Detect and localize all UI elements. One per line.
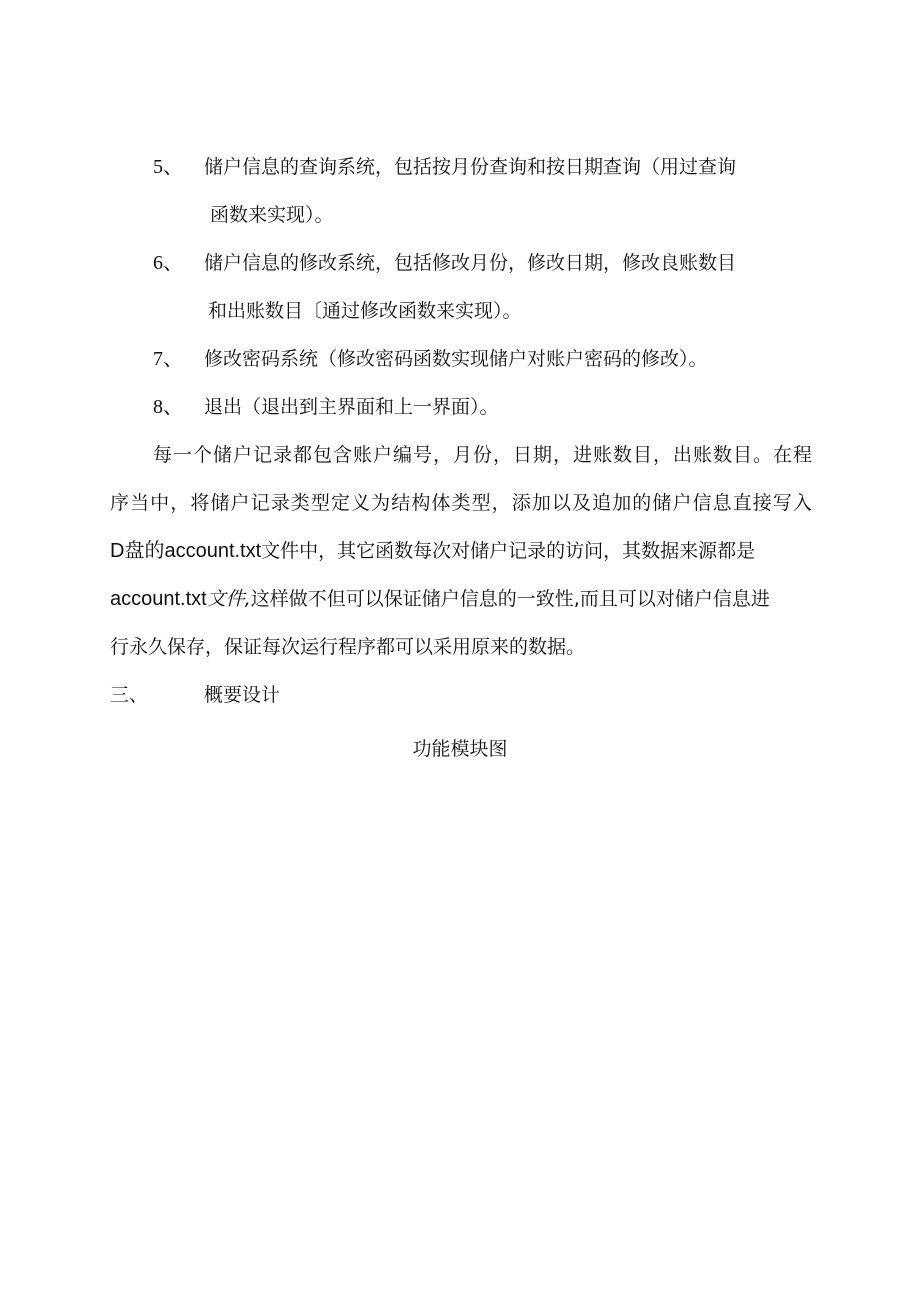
- paragraph-line-1: 每一个储户记录都包含账户编号，月份，日期，进账数目，出账数目。在程: [153, 444, 812, 466]
- paragraph-line-4-file-word: 文件,: [206, 588, 251, 610]
- paragraph-line-2: 序当中，将储户记录类型定义为结构体类型，添加以及追加的储户信息直接写入: [110, 492, 812, 514]
- list-item-5-line-1: 储户信息的查询系统，包括按月份查询和按日期查询（用过查询: [204, 156, 737, 178]
- list-number-5: 5、: [153, 156, 183, 178]
- list-item-6-line-2: 和出账数目〔通过修改函数来实现）。: [208, 300, 522, 322]
- paragraph-line-3-text: 文件中，其它函数每次对储户记录的访问，其数据来源都是: [261, 540, 756, 562]
- section-number: 三、: [110, 684, 149, 706]
- paragraph-line-3-drive: D盘的: [110, 540, 165, 562]
- paragraph-line-4: [110, 587, 812, 611]
- paragraph-line-3: [110, 539, 812, 563]
- figure-caption: 功能模块图: [412, 738, 508, 760]
- paragraph-line-4-filename: account.txt: [110, 588, 207, 610]
- list-item-7-line-1: 修改密码系统（修改密码函数实现储户对账户密码的修改）。: [204, 348, 708, 370]
- paragraph-line-5: 行永久保存，保证每次运行程序都可以采用原来的数据。: [110, 636, 586, 658]
- paragraph-line-3-filename: account.txt: [164, 540, 262, 562]
- list-number-8: 8、: [153, 396, 183, 418]
- list-item-5-line-2: 函数来实现）。: [210, 204, 334, 226]
- paragraph-line-4-text-b: 而且可以对储户信息进: [579, 588, 770, 610]
- section-title: 概要设计: [204, 684, 281, 706]
- list-item-8-line-1: 退出（退出到主界面和上一界面）。: [204, 396, 499, 418]
- list-item-6-line-1: 储户信息的修改系统，包括修改月份，修改日期，修改良账数目: [204, 252, 737, 274]
- list-number-7: 7、: [153, 348, 183, 370]
- paragraph-line-4-text-a: 这样做不但可以保证储户信息的一致性,: [250, 588, 580, 610]
- list-number-6: 6、: [153, 252, 183, 274]
